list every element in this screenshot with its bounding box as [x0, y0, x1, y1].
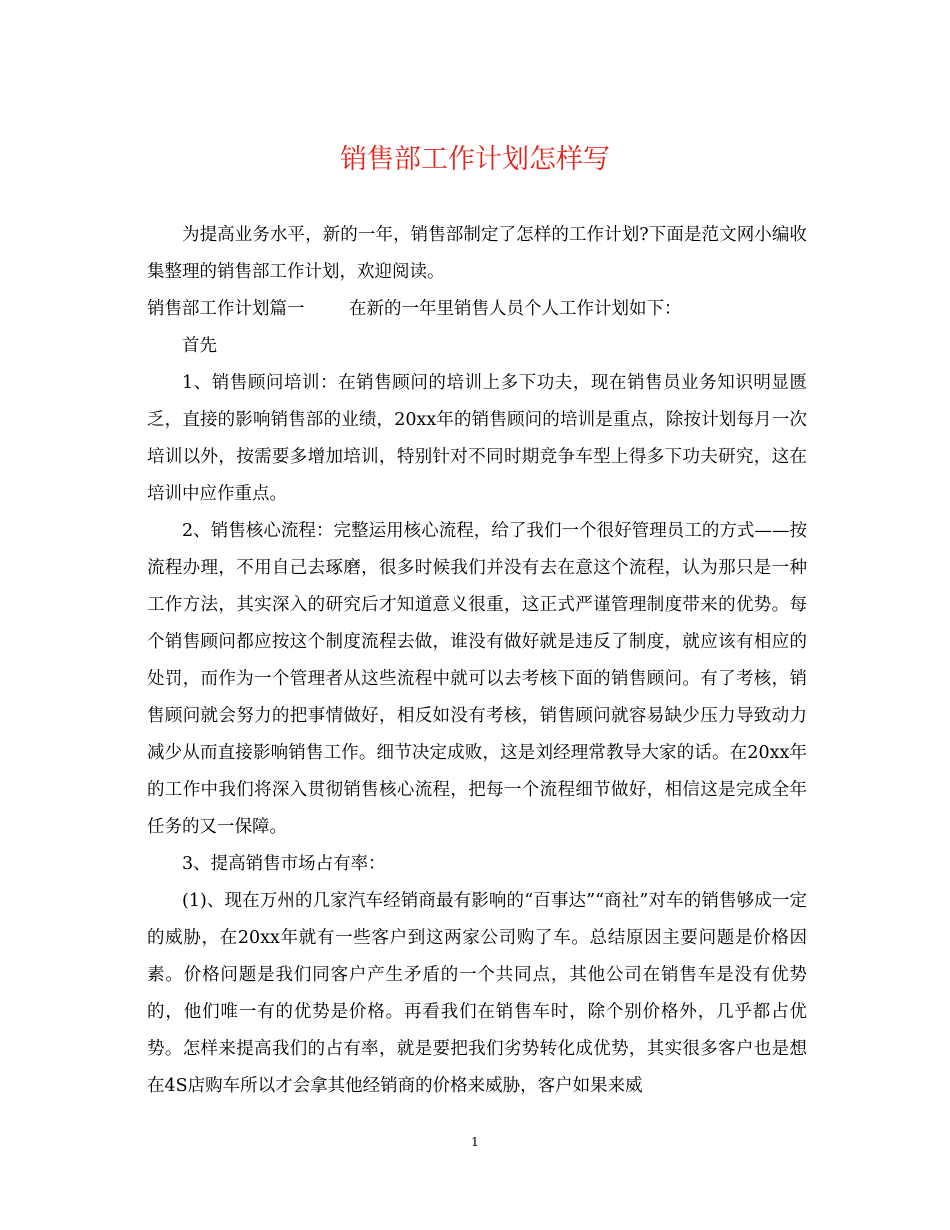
paragraph-item-3: 3、提高销售市场占有率： — [182, 854, 386, 874]
document-title: 销售部工作计划怎样写 — [340, 144, 610, 175]
page-number: 1 — [471, 1135, 479, 1149]
section-heading: 销售部工作计划篇一 在新的一年里销售人员个人工作计划如下： — [147, 299, 682, 319]
paragraph-item-3-1: (1)、现在万州的几家汽车经销商最有影响的“百事达”“商社”对车的销售够成一定的威胁，在20xx年就有一些客户到这两家公司购了车。总结原因主要问题是价格因素。价格问题是我们同客户产生矛盾的一个共同点，其他公司在销售车是没有优势的，他们唯一有的优势是价格。再看我们在销售车时，除个别价格外，几乎都占优势。怎样来提高我们的占有率，就是要把我们劣势转化成优势，其实很多客户也是想在4S店购车所以才会拿其他经销商的价格来威胁，客户如果来威 — [147, 891, 807, 1096]
paragraph-item-1: 1、销售顾问培训：在销售顾问的培训上多下功夫，现在销售员业务知识明显匮乏，直接的影响销售部的业绩，20xx年的销售顾问的培训是重点，除按计划每月一次培训以外，按需要多增加培训，特别针对不同时期竞争车型上得多下功夫研究，这在培训中应作重点。 — [147, 373, 807, 504]
document-body — [147, 217, 807, 1105]
paragraph-item-2: 2、销售核心流程：完整运用核心流程，给了我们一个很好管理员工的方式——按流程办理，不用自己去琢磨，很多时候我们并没有去在意这个流程，认为那只是一种工作方法，其实深入的研究后才知道意义很重，这正式严谨管理制度带来的优势。每个销售顾问都应按这个制度流程去做，谁没有做好就是违反了制度，就应该有相应的处罚，而作为一个管理者从这些流程中就可以去考核下面的销售顾问。有了考核，销售顾问就会努力的把事情做好，相反如没有考核，销售顾问就容易缺少压力导致动力减少从而直接影响销售工作。细节决定成败，这是刘经理常教导大家的话。在20xx年的工作中我们将深入贯彻销售核心流程，把每一个流程细节做好，相信这是完成全年任务的又一保障。 — [147, 521, 807, 837]
intro-paragraph: 为提高业务水平，新的一年，销售部制定了怎样的工作计划?下面是范文网小编收集整理的销售部工作计划，欢迎阅读。 — [147, 225, 807, 282]
paragraph-first: 首先 — [182, 336, 217, 356]
